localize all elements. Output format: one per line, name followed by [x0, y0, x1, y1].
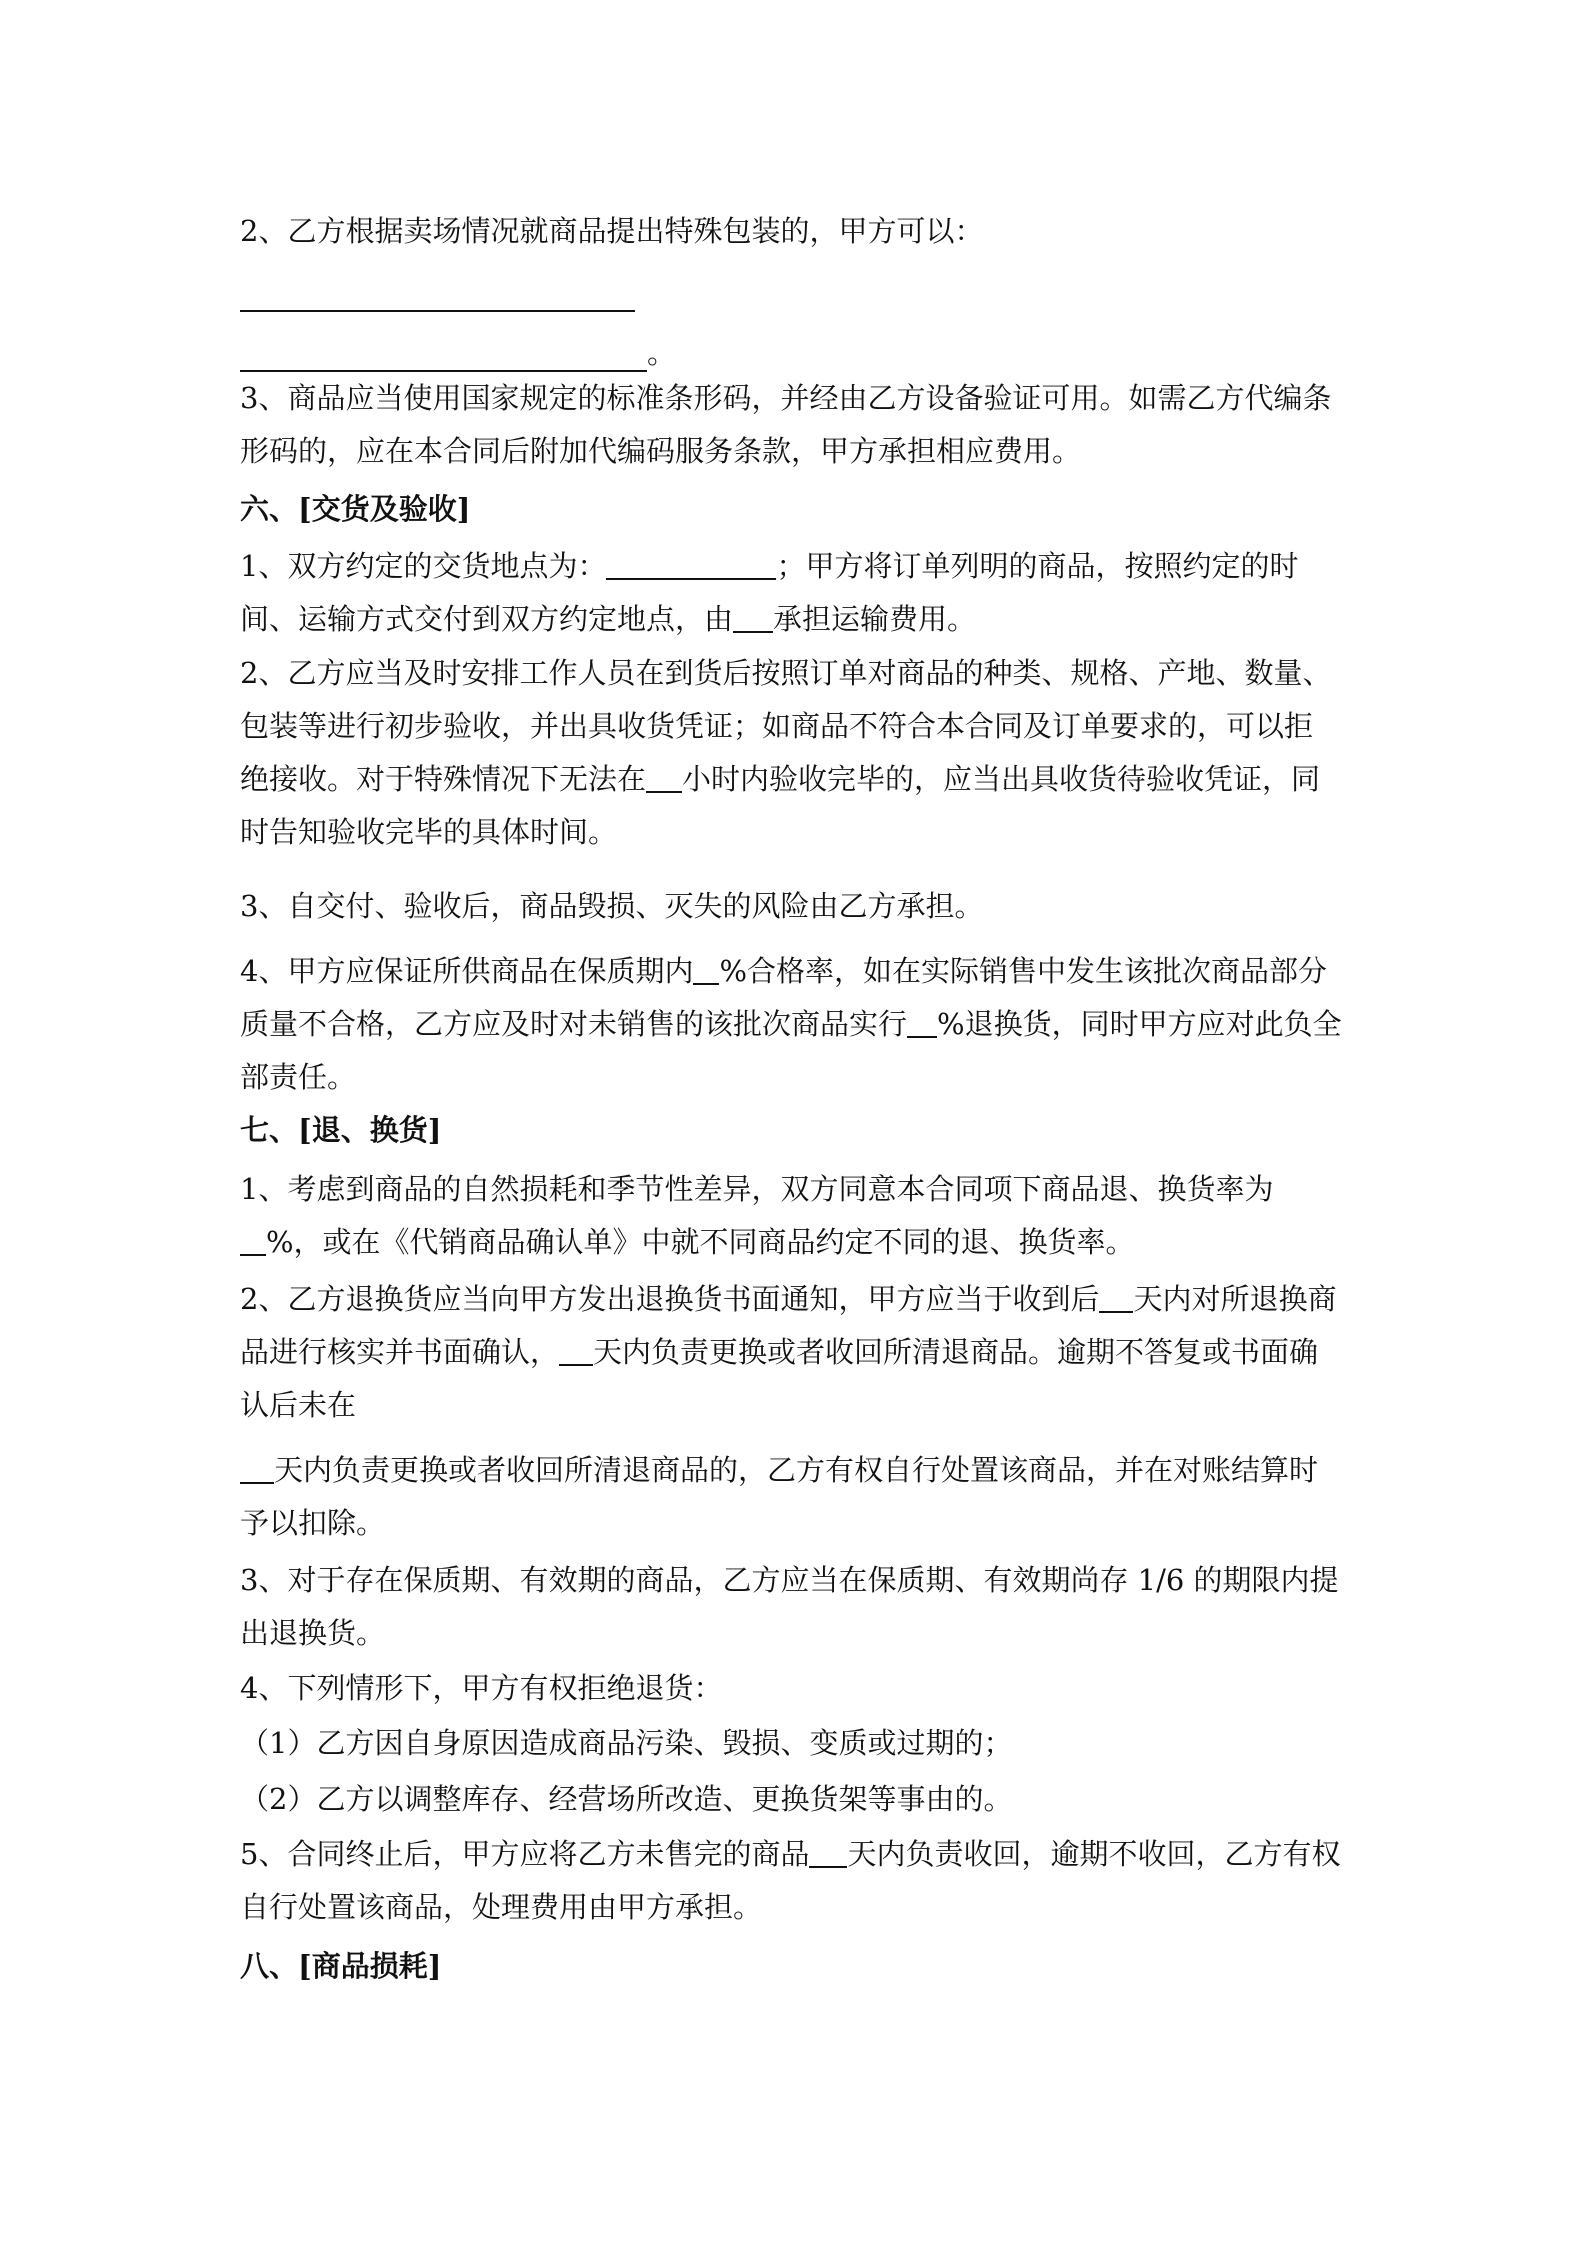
section-6-heading: 六、[交货及验收] [240, 492, 471, 526]
text: 质量不合格，乙方应及时对未销售的该批次商品实行 [240, 1007, 908, 1041]
clause-6-1-line1 [240, 546, 1298, 586]
clause-7-2-line1 [240, 1279, 1336, 1319]
blank [809, 1836, 847, 1868]
section-7-heading: 七、[退、换货] [240, 1113, 442, 1147]
text: %退换货，同时甲方应对此负全 [937, 1007, 1342, 1041]
clause-6-2-line4: 时告知验收完毕的具体时间。 [240, 815, 618, 849]
clause-6-3: 3、自交付、验收后，商品毁损、灭失的风险由乙方承担。 [240, 889, 984, 923]
clause-5-3-line1: 3、商品应当使用国家规定的标准条形码，并经由乙方设备验证可用。如需乙方代编条 [240, 381, 1332, 415]
blank [907, 1006, 937, 1038]
clause-7-1-line1: 1、考虑到商品的自然损耗和季节性差异，双方同意本合同项下商品退、换货率为 [240, 1172, 1274, 1206]
text: ；甲方将订单列明的商品，按照约定的时 [776, 549, 1299, 583]
clause-7-5-line2: 自行处置该商品，处理费用由甲方承担。 [240, 1890, 763, 1924]
blank [240, 1452, 274, 1484]
clause-6-4-line1 [240, 951, 1327, 991]
clause-7-2-line4 [240, 1450, 1318, 1490]
clause-7-3-line1: 3、对于存在保质期、有效期的商品，乙方应当在保质期、有效期尚存 1/6 的期限内提 [240, 1563, 1339, 1597]
text: 天内对所退换商 [1133, 1282, 1337, 1316]
text: 2、乙方退换货应当向甲方发出退换货书面通知，甲方应当于收到后 [240, 1282, 1100, 1316]
text: %合格率，如在实际销售中发生该批次商品部分 [719, 954, 1328, 988]
clause-6-2-line3 [240, 759, 1320, 799]
text: 天内负责更换或者收回所清退商品的，乙方有权自行处置该商品，并在对账结算时 [274, 1453, 1319, 1487]
clause-7-2-line5: 予以扣除。 [240, 1506, 386, 1540]
clause-7-5-line1 [240, 1834, 1340, 1874]
blank-fill-line-1 [240, 278, 635, 318]
text: 承担运输费用。 [773, 602, 977, 636]
blank [693, 953, 719, 985]
text: 间、运输方式交付到双方约定地点，由 [240, 602, 734, 636]
blank [606, 548, 776, 580]
text: 1、双方约定的交货地点为： [240, 549, 607, 583]
clause-7-4: 4、下列情形下，甲方有权拒绝退货： [240, 1671, 723, 1705]
clause-6-2-line1: 2、乙方应当及时安排工作人员在到货后按照订单对商品的种类、规格、产地、数量、 [240, 656, 1332, 690]
text: 5、合同终止后，甲方应将乙方未售完的商品 [240, 1837, 810, 1871]
clause-7-2-line2 [240, 1332, 1318, 1372]
clause-7-4-item-1: （1）乙方因自身原因造成商品污染、毁损、变质或过期的； [240, 1726, 1013, 1760]
clause-6-1-line2 [240, 599, 976, 639]
text: 天内负责收回，逾期不收回，乙方有权 [847, 1837, 1341, 1871]
text: 小时内验收完毕的，应当出具收货待验收凭证，同 [682, 762, 1321, 796]
text: 4、甲方应保证所供商品在保质期内 [240, 954, 694, 988]
blank [646, 761, 682, 793]
clause-7-1-line2 [240, 1222, 1135, 1262]
blank [1099, 1281, 1133, 1313]
text: 品进行核实并书面确认， [240, 1335, 560, 1369]
clause-7-4-item-2: （2）乙方以调整库存、经营场所改造、更换货架等事由的。 [240, 1782, 1013, 1816]
clause-5-3-line2: 形码的，应在本合同后附加代编码服务条款，甲方承担相应费用。 [240, 434, 1082, 468]
clause-5-2: 2、乙方根据卖场情况就商品提出特殊包装的，甲方可以： [240, 214, 984, 248]
clause-7-2-line3: 认后未在 [240, 1388, 357, 1422]
text: %，或在《代销商品确认单》中就不同商品约定不同的退、换货率。 [266, 1225, 1135, 1259]
blank [733, 601, 773, 633]
blank [240, 1224, 266, 1256]
blank-fill-end: 。 [647, 336, 677, 370]
clause-6-2-line2: 包装等进行初步验收，并出具收货凭证；如商品不符合本合同及订单要求的，可以拒 [240, 709, 1314, 743]
text: 天内负责更换或者收回所清退商品。逾期不答复或书面确 [593, 1335, 1319, 1369]
clause-6-4-line2 [240, 1004, 1342, 1044]
section-8-heading: 八、[商品损耗] [240, 1949, 442, 1983]
blank-fill-line-2 [240, 331, 676, 371]
blank [559, 1334, 593, 1366]
clause-6-4-line3: 部责任。 [240, 1060, 357, 1094]
text: 绝接收。对于特殊情况下无法在 [240, 762, 647, 796]
clause-7-3-line2: 出退换货。 [240, 1616, 386, 1650]
